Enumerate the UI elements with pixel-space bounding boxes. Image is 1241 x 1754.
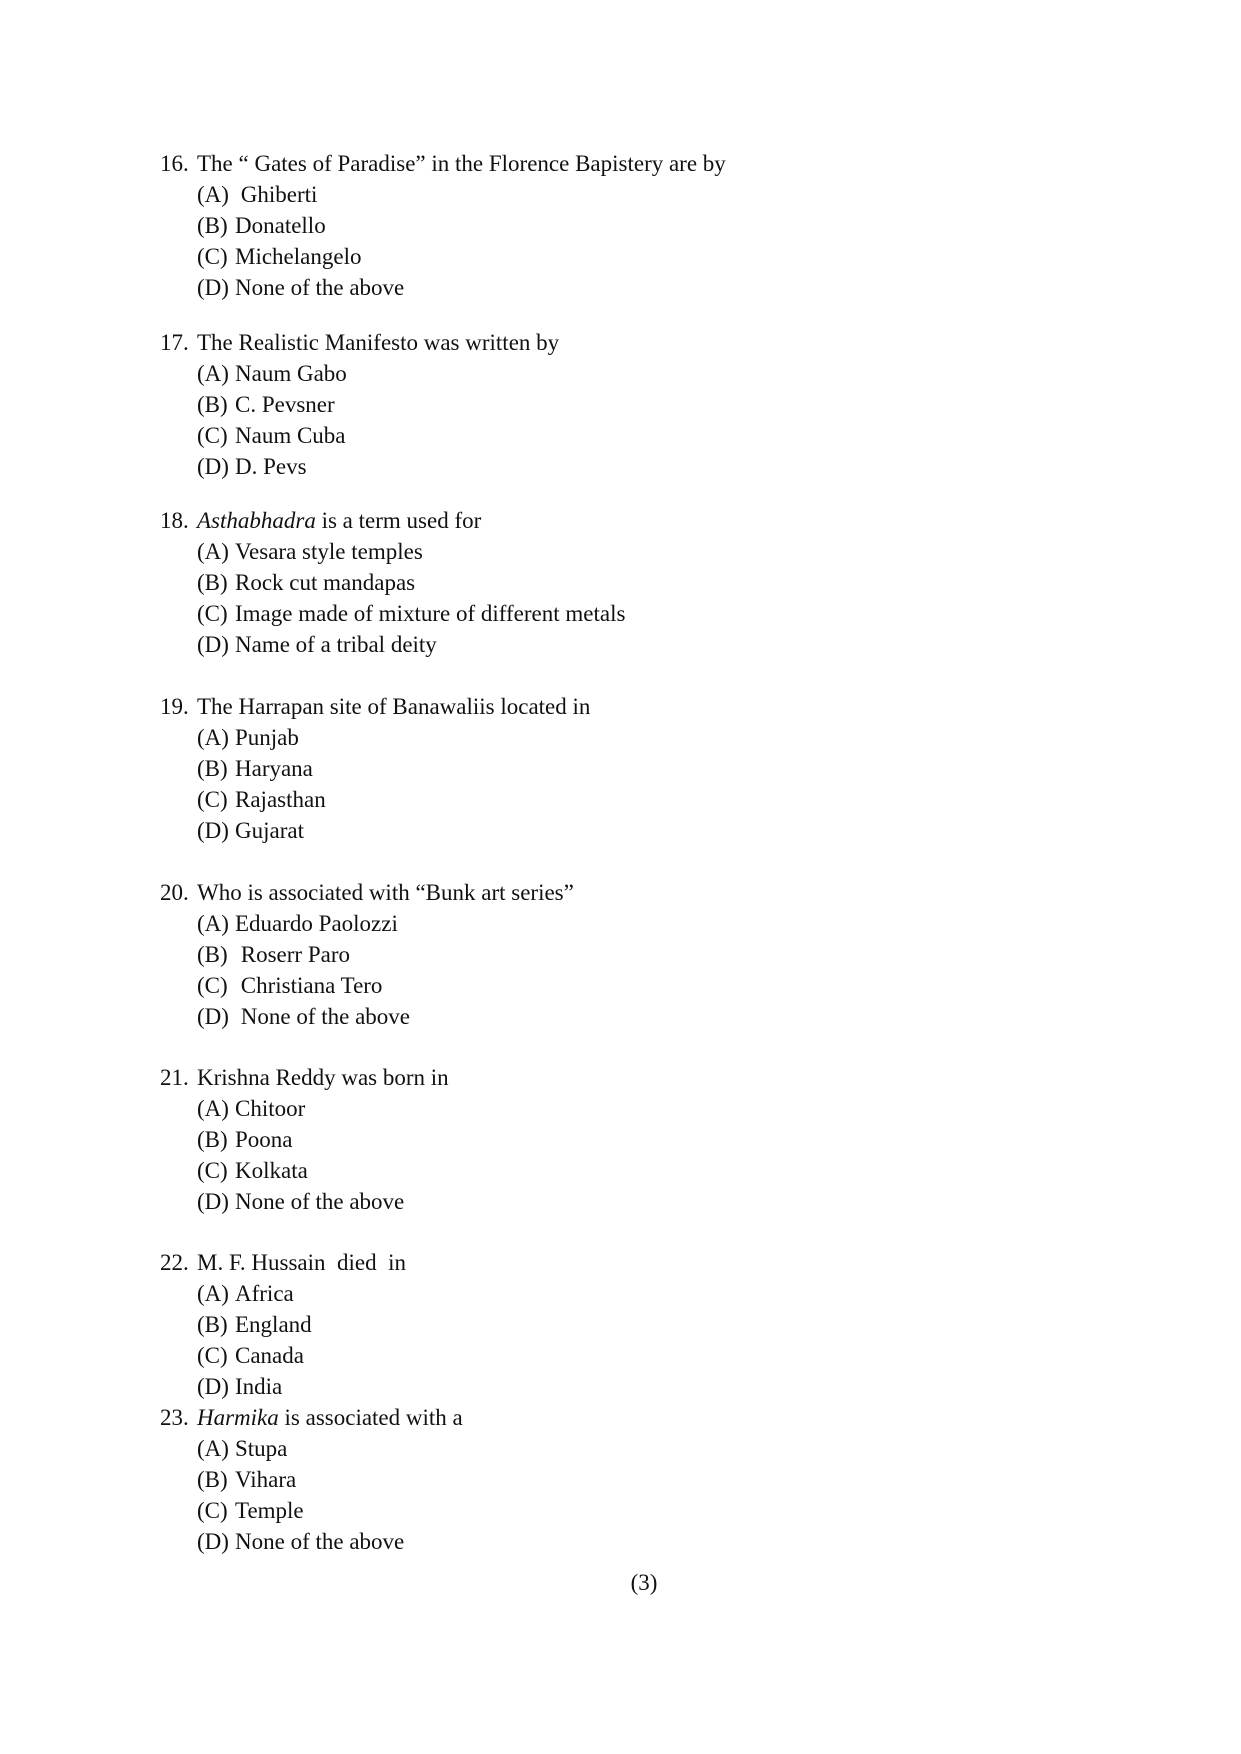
question-stem: The Realistic Manifesto was written by — [197, 330, 560, 355]
question-number: 21. — [160, 1065, 189, 1090]
option-label: (C) — [197, 787, 228, 812]
question-stem: is associated with a — [278, 1405, 463, 1430]
option-label: (B) — [197, 1467, 228, 1492]
option-text: India — [235, 1374, 283, 1399]
question-stem-line — [160, 691, 590, 722]
option-label: (C) — [197, 244, 228, 269]
option-label: (A) — [197, 1436, 229, 1461]
option-label: (C) — [197, 1158, 228, 1183]
question-number: 19. — [160, 694, 189, 719]
option-label: (D) — [197, 1004, 229, 1029]
question-19 — [160, 691, 590, 846]
option-text: Name of a tribal deity — [235, 632, 437, 657]
option-label: (C) — [197, 1343, 228, 1368]
question-18 — [160, 505, 625, 660]
option-text: None of the above — [235, 1004, 410, 1029]
option-d — [160, 629, 625, 660]
option-label: (A) — [197, 361, 229, 386]
option-label: (B) — [197, 570, 228, 595]
question-stem: The Harrapan site of Banawaliis located in — [197, 694, 591, 719]
option-text: Temple — [235, 1498, 304, 1523]
option-text: D. Pevs — [235, 454, 307, 479]
option-label: (A) — [197, 725, 229, 750]
option-c — [160, 241, 726, 272]
option-c — [160, 1340, 406, 1371]
option-label: (B) — [197, 213, 228, 238]
option-b — [160, 1124, 449, 1155]
option-text: None of the above — [235, 1189, 405, 1214]
option-c — [160, 1495, 463, 1526]
option-text: None of the above — [235, 275, 405, 300]
option-label: (D) — [197, 1529, 229, 1554]
option-d — [160, 1186, 449, 1217]
option-text: Image made of mixture of different metals — [235, 601, 626, 626]
option-label: (D) — [197, 454, 229, 479]
question-stem-line — [160, 505, 625, 536]
option-text: Donatello — [235, 213, 326, 238]
option-label: (D) — [197, 632, 229, 657]
option-text: Naum Cuba — [235, 423, 346, 448]
option-c — [160, 784, 590, 815]
option-text: Poona — [235, 1127, 293, 1152]
option-text: None of the above — [235, 1529, 405, 1554]
question-stem-line — [160, 327, 559, 358]
question-number: 17. — [160, 330, 189, 355]
option-text: England — [235, 1312, 312, 1337]
option-text: Canada — [235, 1343, 304, 1368]
option-label: (B) — [197, 392, 228, 417]
question-stem: is a term used for — [315, 508, 482, 533]
option-a — [160, 1093, 449, 1124]
option-c — [160, 420, 559, 451]
option-label: (B) — [197, 1127, 228, 1152]
question-20 — [160, 877, 574, 1032]
question-number: 18. — [160, 508, 189, 533]
question-stem-line — [160, 148, 726, 179]
option-label: (A) — [197, 539, 229, 564]
option-d — [160, 1001, 574, 1032]
option-text: Kolkata — [235, 1158, 308, 1183]
option-text: Haryana — [235, 756, 313, 781]
question-21 — [160, 1062, 449, 1217]
option-label: (D) — [197, 818, 229, 843]
question-17 — [160, 327, 559, 482]
option-a — [160, 1433, 463, 1464]
option-text: Christiana Tero — [235, 973, 383, 998]
option-d — [160, 272, 726, 303]
option-label: (B) — [197, 942, 228, 967]
option-label: (A) — [197, 182, 229, 207]
option-label: (D) — [197, 1374, 229, 1399]
question-term: Asthabhadra — [197, 508, 316, 533]
option-label: (A) — [197, 911, 229, 936]
option-label: (B) — [197, 756, 228, 781]
option-b — [160, 210, 726, 241]
option-label: (C) — [197, 1498, 228, 1523]
option-a — [160, 358, 559, 389]
option-text: Eduardo Paolozzi — [235, 911, 398, 936]
question-stem: The “ Gates of Paradise” in the Florence Bapistery are by — [197, 151, 726, 176]
option-text: Naum Gabo — [235, 361, 347, 386]
option-text: Ghiberti — [235, 182, 318, 207]
question-term: Harmika — [197, 1405, 279, 1430]
option-d — [160, 1371, 406, 1402]
option-c — [160, 598, 625, 629]
option-d — [160, 815, 590, 846]
option-text: Stupa — [235, 1436, 288, 1461]
question-22 — [160, 1247, 406, 1402]
option-text: Roserr Paro — [235, 942, 350, 967]
option-text: Africa — [235, 1281, 294, 1306]
option-label: (C) — [197, 973, 228, 998]
page-number: (3) — [630, 1570, 658, 1595]
question-stem-line — [160, 1402, 463, 1433]
option-a — [160, 1278, 406, 1309]
option-a — [160, 536, 625, 567]
option-a — [160, 722, 590, 753]
option-c — [160, 970, 574, 1001]
option-label: (C) — [197, 423, 228, 448]
option-a — [160, 179, 726, 210]
option-b — [160, 567, 625, 598]
question-number: 20. — [160, 880, 189, 905]
question-number: 16. — [160, 151, 189, 176]
option-b — [160, 753, 590, 784]
option-text: Rajasthan — [235, 787, 326, 812]
option-label: (D) — [197, 1189, 229, 1214]
option-b — [160, 1309, 406, 1340]
question-16 — [160, 148, 726, 303]
question-stem: M. F. Hussain died in — [197, 1250, 406, 1275]
option-text: C. Pevsner — [235, 392, 335, 417]
question-stem-line — [160, 1247, 406, 1278]
option-d — [160, 1526, 463, 1557]
question-stem: Krishna Reddy was born in — [197, 1065, 449, 1090]
option-text: Michelangelo — [235, 244, 362, 269]
question-stem: Who is associated with “Bunk art series” — [197, 880, 574, 905]
question-23 — [160, 1402, 463, 1557]
question-stem-line — [160, 877, 574, 908]
option-text: Rock cut mandapas — [235, 570, 416, 595]
option-text: Gujarat — [235, 818, 304, 843]
option-a — [160, 908, 574, 939]
option-text: Punjab — [235, 725, 299, 750]
option-text: Vihara — [235, 1467, 297, 1492]
option-label: (D) — [197, 275, 229, 300]
option-b — [160, 939, 574, 970]
option-b — [160, 389, 559, 420]
option-label: (A) — [197, 1096, 229, 1121]
option-b — [160, 1464, 463, 1495]
option-label: (A) — [197, 1281, 229, 1306]
question-number: 23. — [160, 1405, 189, 1430]
question-stem-line — [160, 1062, 449, 1093]
option-c — [160, 1155, 449, 1186]
option-label: (C) — [197, 601, 228, 626]
option-label: (B) — [197, 1312, 228, 1337]
option-text: Vesara style temples — [235, 539, 423, 564]
option-text: Chitoor — [235, 1096, 306, 1121]
option-d — [160, 451, 559, 482]
question-number: 22. — [160, 1250, 189, 1275]
